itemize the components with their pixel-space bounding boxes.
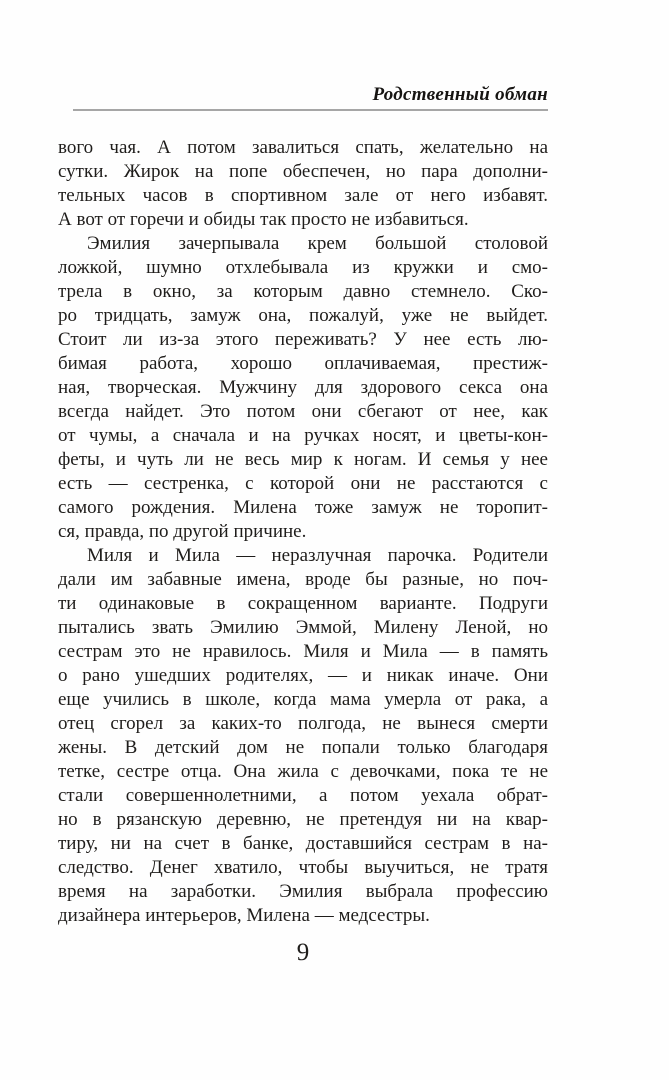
text-line: дизайнера интерьеров, Милена — медсестры. [58, 905, 430, 926]
text-line: от чумы, а сначала и на ручках носят, и цветы-кон- [58, 425, 548, 446]
paragraph [58, 544, 548, 928]
text-line: Стоит ли из-за этого переживать? У нее есть лю- [58, 329, 548, 350]
paragraph [58, 136, 548, 232]
text-line: самого рождения. Милена тоже замуж не торопит- [58, 497, 548, 518]
text-line: есть — сестренка, с которой они не расстаются с [58, 473, 548, 494]
paragraph [58, 232, 548, 544]
text-line: тиру, ни на счет в банке, доставшийся сестрам в на- [58, 833, 548, 854]
text-line: дали им забавные имена, вроде бы разные, но поч- [58, 569, 548, 590]
header-rule [73, 109, 548, 111]
text-line: время на заработки. Эмилия выбрала профессию [58, 881, 548, 902]
running-title: Родственный обман [372, 84, 548, 105]
text-line: ложкой, шумно отхлебывала из кружки и смо- [58, 257, 548, 278]
text-line: вого чая. А потом завалиться спать, желательно на [58, 137, 548, 158]
text-line: Эмилия зачерпывала крем большой столовой [87, 233, 548, 254]
text-line: сутки. Жирок на попе обеспечен, но пара дополни- [58, 161, 548, 182]
text-line: ная, творческая. Мужчину для здорового секса она [58, 377, 548, 398]
book-page [58, 0, 548, 1080]
text-line: трела в окно, за которым давно стемнело. Ско- [58, 281, 548, 302]
text-line: феты, и чуть ли не весь мир к ногам. И семья у нее [58, 449, 548, 470]
text-line: тельных часов в спортивном зале от него избавят. [58, 185, 548, 206]
text-line: бимая работа, хорошо оплачиваемая, престиж- [58, 353, 548, 374]
text-line: ся, правда, по другой причине. [58, 521, 307, 542]
text-line: о рано ушедших родителях, — и никак иначе. Они [58, 665, 548, 686]
text-line: но в рязанскую деревню, не претендуя ни на квар- [58, 809, 548, 830]
text-line: всегда найдет. Это потом они сбегают от нее, как [58, 401, 548, 422]
text-line: ро тридцать, замуж она, пожалуй, уже не выйдет. [58, 305, 548, 326]
text-line: сестрам это не нравилось. Миля и Мила — в память [58, 641, 548, 662]
text-line: отец сгорел за каких-то полгода, не вынеся смерти [58, 713, 548, 734]
text-line: Миля и Мила — неразлучная парочка. Родители [87, 545, 548, 566]
text-line: тетке, сестре отца. Она жила с девочками, пока те не [58, 761, 548, 782]
page-body [58, 136, 548, 928]
text-line: ти одинаковые в сокращенном варианте. Подруги [58, 593, 548, 614]
text-line: следство. Денег хватило, чтобы выучиться, не тратя [58, 857, 548, 878]
text-line: еще учились в школе, когда мама умерла от рака, а [58, 689, 548, 710]
text-line: А вот от горечи и обиды так просто не избавиться. [58, 209, 469, 230]
text-line: стали совершеннолетними, а потом уехала обрат- [58, 785, 548, 806]
text-line: пытались звать Эмилию Эммой, Милену Леной, но [58, 617, 548, 638]
text-line: жены. В детский дом не попали только благодаря [58, 737, 548, 758]
page-number: 9 [296, 939, 310, 966]
